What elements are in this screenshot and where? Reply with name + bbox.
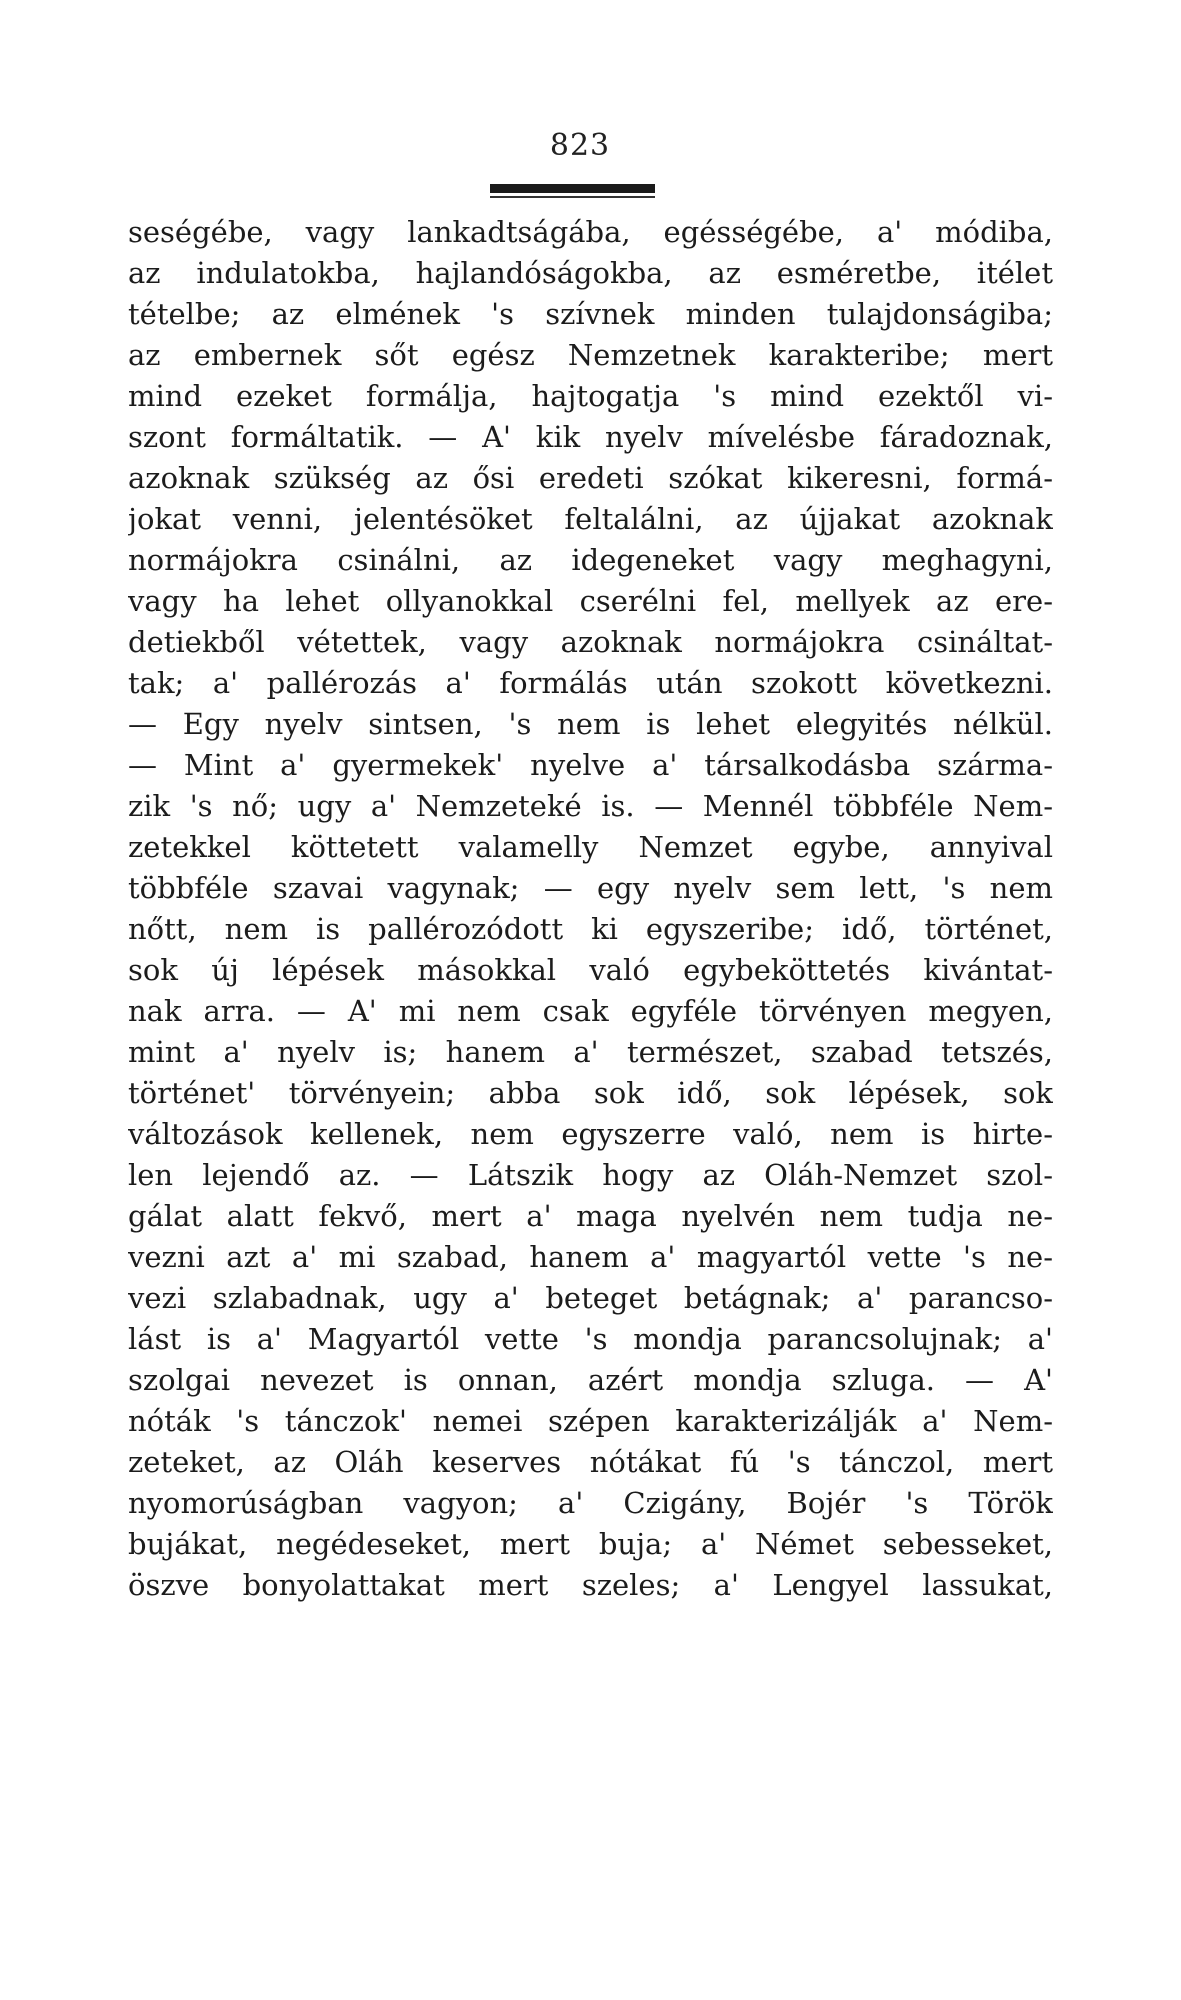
text-line: tételbe; az elmének 's szívnek minden tulajdonságiba; [128,297,1053,331]
header-rule-thin [490,196,655,198]
text-line: szont formáltatik. — A' kik nyelv mívelésbe fáradoznak, [128,420,1053,454]
text-line: gálat alatt fekvő, mert a' maga nyelvén nem tudja ne- [128,1199,1053,1233]
text-line: zeteket, az Oláh keserves nótákat fú 's tánczol, mert [128,1445,1053,1479]
text-line: vezni azt a' mi szabad, hanem a' magyartól vette 's ne- [128,1240,1053,1274]
page-number: 823 [549,128,611,163]
body-text [128,212,1053,1606]
text-line: tak; a' pallérozás a' formálás után szokott következni. [128,666,1053,700]
text-line: vagy ha lehet ollyanokkal cserélni fel, mellyek az ere- [128,584,1053,618]
text-line: nyomorúságban vagyon; a' Czigány, Bojér 's Török [128,1486,1053,1520]
text-line: nóták 's tánczok' nemei szépen karakterizálják a' Nem- [128,1404,1053,1438]
text-line: az indulatokba, hajlandóságokba, az esméretbe, itélet [128,256,1053,290]
text-line: azoknak szükség az ősi eredeti szókat kikeresni, formá- [128,461,1053,495]
text-line: sok új lépések másokkal való egybeköttetés kivántat- [128,953,1053,987]
text-line: — Mint a' gyermekek' nyelve a' társalkodásba szárma- [128,748,1053,782]
text-line: az embernek sőt egész Nemzetnek karakteribe; mert [128,338,1053,372]
text-line: detiekből vétettek, vagy azoknak normájokra csináltat- [128,625,1053,659]
text-line: zetekkel köttetett valamelly Nemzet egybe, annyival [128,830,1053,864]
text-line: vezi szlabadnak, ugy a' beteget betágnak; a' parancso- [128,1281,1053,1315]
text-line: nak arra. — A' mi nem csak egyféle törvényen megyen, [128,994,1053,1028]
text-line: len lejendő az. — Látszik hogy az Oláh-Nemzet szol- [128,1158,1053,1192]
text-line: mint a' nyelv is; hanem a' természet, szabad tetszés, [128,1035,1053,1069]
text-line: történet' törvényein; abba sok idő, sok lépések, sok [128,1076,1053,1110]
text-line: lást is a' Magyartól vette 's mondja parancsolujnak; a' [128,1322,1053,1356]
header-rule [490,184,655,193]
text-line: jokat venni, jelentésöket feltalálni, az újjakat azoknak [128,502,1053,536]
text-line: nőtt, nem is pallérozódott ki egyszeribe; idő, történet, [128,912,1053,946]
text-line: zik 's nő; ugy a' Nemzeteké is. — Mennél többféle Nem- [128,789,1053,823]
text-line: többféle szavai vagynak; — egy nyelv sem lett, 's nem [128,871,1053,905]
text-line: változások kellenek, nem egyszerre való, nem is hirte- [128,1117,1053,1151]
text-line: seségébe, vagy lankadtságába, egésségébe, a' módiba, [128,215,1053,249]
text-line: mind ezeket formálja, hajtogatja 's mind ezektől vi- [128,379,1053,413]
text-line: öszve bonyolattakat mert szeles; a' Lengyel lassukat, [128,1568,1053,1602]
text-line: bujákat, negédeseket, mert buja; a' Német sebesseket, [128,1527,1053,1561]
text-line: — Egy nyelv sintsen, 's nem is lehet elegyités nélkül. [128,707,1053,741]
text-line: szolgai nevezet is onnan, azért mondja szluga. — A' [128,1363,1053,1397]
text-line: normájokra csinálni, az idegeneket vagy meghagyni, [128,543,1053,577]
